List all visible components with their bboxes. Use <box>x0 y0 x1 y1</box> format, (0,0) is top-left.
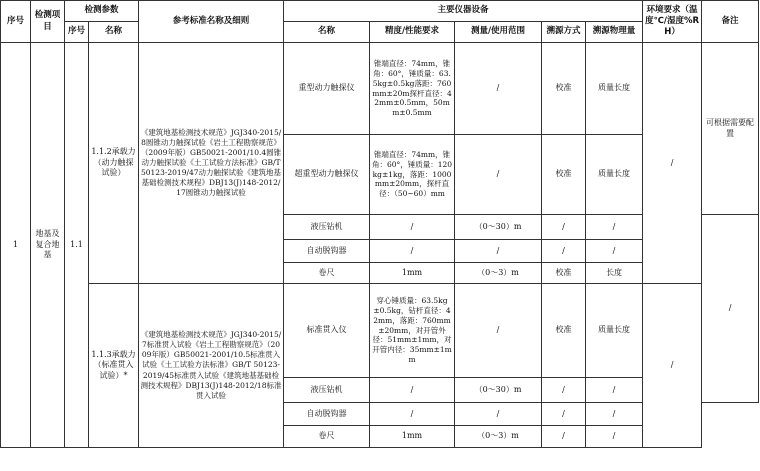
header-test-item: 检测项目 <box>31 1 65 43</box>
param-name: 1.1.2承载力（动力触探试验） <box>89 43 139 284</box>
equipment-perf: / <box>370 403 455 426</box>
equipment-perf: 1mm <box>370 263 455 284</box>
header-equipment: 主要仪器设备 <box>284 1 643 22</box>
env-value: / <box>643 284 702 448</box>
equipment-name: 自动脱钩器 <box>284 240 370 263</box>
equipment-trace: 校准 <box>542 284 586 378</box>
equipment-quantity: 质量长度 <box>586 43 643 135</box>
equipment-quantity: / <box>586 378 643 403</box>
equipment-trace: / <box>542 378 586 403</box>
env-value: / <box>643 43 702 284</box>
equipment-quantity: / <box>586 403 643 426</box>
equipment-perf: 穿心锤质量：63.5kg±0.5kg，钻杆直径：42mm，落距：760mm±20mm，对开管外径：51mm±1mm，对开管内径：35mm±1mm <box>370 284 455 378</box>
equipment-range: （0～3）m <box>455 426 542 448</box>
equipment-perf: / <box>370 240 455 263</box>
standard-text: 《建筑地基检测技术规范》JGJ340-2015/8圆锥动力触探试验《岩土工程勘察规范》（2009年版）GB50021-2001/10.4圆锥动力触探试验《土工试验方法标准》GB/T 50123-2019/47动力触探试验《建筑地基基础检测技术规程》DBJ13(J)148-2012/17圆锥动力触探试验 <box>139 43 284 284</box>
equipment-range: （0～3）m <box>455 263 542 284</box>
equipment-trace: / <box>542 403 586 426</box>
equipment-trace: / <box>542 240 586 263</box>
equipment-name: 超重型动力触探仪 <box>284 135 370 215</box>
equipment-trace: 校准 <box>542 43 586 135</box>
equipment-trace: / <box>542 215 586 240</box>
item-name: 地基及复合地基 <box>31 43 65 448</box>
equipment-perf: 锥端直径：74mm，锥角：60°，锤质量：63.5kg±0.5kg落距：760mm±20m探杆直径：42mm±0.5mm，50mm±0.5mm <box>370 43 455 135</box>
equipment-quantity: / <box>586 240 643 263</box>
equipment-name: 液压钻机 <box>284 378 370 403</box>
standard-text: 《建筑地基检测技术规范》JGJ340-2015/7标准贯入试验《岩土工程勘察规范》（2009年版）GB50021-2001/10.5标准贯入试验《土工试验方法标准》GB/T 50123-2019/45标准贯入试验《建筑地基基础检测技术规程》DBJ13(J)148-2012/18标准贯入试验 <box>139 284 284 448</box>
equipment-perf: 1mm <box>370 426 455 448</box>
header-eq-trace: 溯源方式 <box>542 22 586 43</box>
equipment-range: / <box>455 284 542 378</box>
header-remark: 备注 <box>702 1 759 43</box>
equipment-name: 标准贯入仪 <box>284 284 370 378</box>
equipment-quantity: / <box>586 426 643 448</box>
remark-value: 可根据需要配置 <box>702 43 759 215</box>
equipment-quantity: 长度 <box>586 263 643 284</box>
equipment-trace: / <box>542 426 586 448</box>
equipment-name: 重型动力触探仪 <box>284 43 370 135</box>
equipment-range: （0～30）m <box>455 378 542 403</box>
equipment-trace: 校准 <box>542 263 586 284</box>
equipment-name: 液压钻机 <box>284 215 370 240</box>
header-eq-name: 名称 <box>284 22 370 43</box>
equipment-name: 自动脱钩器 <box>284 403 370 426</box>
equipment-perf: / <box>370 378 455 403</box>
equipment-name: 卷尺 <box>284 263 370 284</box>
equipment-range: / <box>455 43 542 135</box>
equipment-range: / <box>455 403 542 426</box>
equipment-range: / <box>455 240 542 263</box>
header-env: 环境要求（温度℃/湿度%RH） <box>643 1 702 43</box>
header-test-param: 检测参数 <box>65 1 139 22</box>
header-param-name: 名称 <box>89 22 139 43</box>
equipment-range: / <box>455 135 542 215</box>
equipment-name: 卷尺 <box>284 426 370 448</box>
remark-value: / <box>702 215 759 403</box>
header-standard: 参考标准名称及细则 <box>139 1 284 43</box>
equipment-trace: 校准 <box>542 135 586 215</box>
header-param-seq: 序号 <box>65 22 89 43</box>
header-eq-range: 测量/使用范围 <box>455 22 542 43</box>
param-name: 1.1.3承载力（标准贯入试验）* <box>89 284 139 448</box>
equipment-quantity: 质量长度 <box>586 284 643 378</box>
equipment-perf: 锥端直径：74mm，锥角：60°，锤质量：120kg±1kg，落距：1000mm±20mm，探杆直径：（50~60）mm <box>370 135 455 215</box>
header-seq: 序号 <box>1 1 31 43</box>
item-param-seq: 1.1 <box>65 43 89 448</box>
equipment-range: （0～30）m <box>455 215 542 240</box>
item-seq: 1 <box>1 43 31 448</box>
equipment-quantity: / <box>586 215 643 240</box>
header-eq-perf: 精度/性能要求 <box>370 22 455 43</box>
equipment-perf: / <box>370 215 455 240</box>
header-eq-quantity: 溯源物理量 <box>586 22 643 43</box>
equipment-quantity: 质量长度 <box>586 135 643 215</box>
